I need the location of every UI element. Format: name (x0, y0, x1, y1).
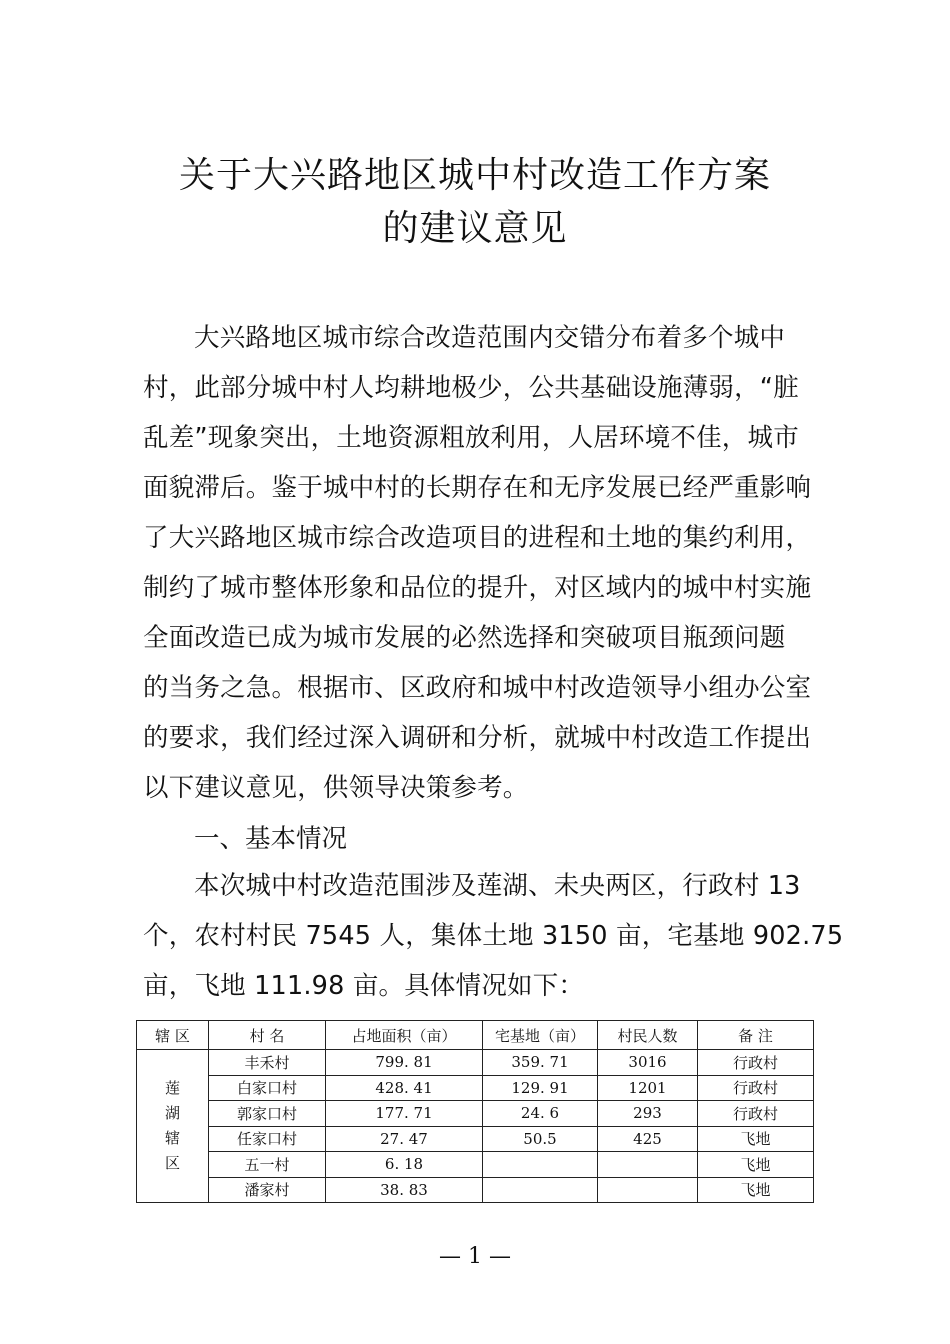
region-char: 辖 (164, 1129, 180, 1147)
cell-village: 任家口村 (209, 1126, 326, 1152)
cell-remarks: 行政村 (698, 1075, 814, 1101)
cell-area: 799. 81 (326, 1050, 483, 1076)
cell-area: 38. 83 (326, 1177, 483, 1203)
table-header-row (137, 1021, 814, 1050)
paragraph-line: 全面改造已成为城市发展的必然选择和突破项目瓶颈问题 (143, 623, 786, 653)
region-char: 湖 (164, 1104, 180, 1122)
document-title-line-2: 的建议意见 (382, 208, 568, 249)
cell-population: 293 (598, 1101, 698, 1127)
region-cell (137, 1050, 209, 1203)
cell-village: 潘家村 (209, 1177, 326, 1203)
cell-homestead: 129. 91 (483, 1075, 598, 1101)
cell-village: 郭家口村 (209, 1101, 326, 1127)
cell-homestead (483, 1177, 598, 1203)
header-population: 村民人数 (598, 1021, 698, 1050)
cell-village: 丰禾村 (209, 1050, 326, 1076)
basic-info-paragraph (143, 861, 843, 1011)
header-village-name: 村 名 (209, 1021, 326, 1050)
header-homestead: 宅基地（亩） (483, 1021, 598, 1050)
cell-population: 425 (598, 1126, 698, 1152)
paragraph-line: 了大兴路地区城市综合改造项目的进程和土地的集约利用， (143, 523, 812, 553)
header-land-area: 占地面积（亩） (326, 1021, 483, 1050)
cell-remarks: 飞地 (698, 1126, 814, 1152)
paragraph-line: 制约了城市整体形象和品位的提升，对区域内的城中村实施 (143, 573, 812, 603)
cell-village: 五一村 (209, 1152, 326, 1178)
table-row (137, 1075, 814, 1101)
cell-remarks: 行政村 (698, 1101, 814, 1127)
region-char: 莲 (164, 1079, 180, 1097)
header-region: 辖 区 (137, 1021, 209, 1050)
section-heading: 一、基本情况 (194, 824, 348, 854)
cell-population: 3016 (598, 1050, 698, 1076)
document-title-line-1: 关于大兴路地区城中村改造工作方案 (178, 155, 771, 196)
cell-population (598, 1177, 698, 1203)
paragraph-line: 村，此部分城中村人均耕地极少，公共基础设施薄弱，“脏 (143, 373, 799, 403)
cell-homestead: 359. 71 (483, 1050, 598, 1076)
cell-homestead (483, 1152, 598, 1178)
cell-remarks: 飞地 (698, 1152, 814, 1178)
paragraph-line: 的要求，我们经过深入调研和分析，就城中村改造工作提出 (143, 723, 812, 753)
paragraph-line: 以下建议意见，供领导决策参考。 (143, 773, 529, 803)
cell-area: 177. 71 (326, 1101, 483, 1127)
cell-area: 6. 18 (326, 1152, 483, 1178)
table-row (137, 1101, 814, 1127)
region-char: 区 (164, 1154, 180, 1172)
cell-area: 428. 41 (326, 1075, 483, 1101)
cell-area: 27. 47 (326, 1126, 483, 1152)
paragraph-line: 乱差”现象突出，土地资源粗放利用，人居环境不佳，城市 (143, 423, 799, 453)
paragraph-line: 大兴路地区城市综合改造范围内交错分布着多个城中 (194, 323, 786, 353)
paragraph-line: 亩，飞地 111.98 亩。具体情况如下： (143, 971, 585, 1001)
table-row (137, 1050, 814, 1076)
page-number: — 1 — (439, 1244, 511, 1269)
table-row (137, 1126, 814, 1152)
table-row (137, 1177, 814, 1203)
paragraph-line: 个，农村村民 7545 人，集体土地 3150 亩，宅基地 902.75 (143, 921, 844, 951)
header-remarks: 备 注 (698, 1021, 814, 1050)
cell-homestead: 50.5 (483, 1126, 598, 1152)
paragraph-line: 本次城中村改造范围涉及莲湖、未央两区，行政村 13 (194, 871, 801, 901)
cell-village: 白家口村 (209, 1075, 326, 1101)
cell-population: 1201 (598, 1075, 698, 1101)
paragraph-line: 的当务之急。根据市、区政府和城中村改造领导小组办公室 (143, 673, 812, 703)
cell-population (598, 1152, 698, 1178)
cell-remarks: 飞地 (698, 1177, 814, 1203)
cell-remarks: 行政村 (698, 1050, 814, 1076)
cell-homestead: 24. 6 (483, 1101, 598, 1127)
paragraph-line: 面貌滞后。鉴于城中村的长期存在和无序发展已经严重影响 (143, 473, 812, 503)
intro-paragraph (143, 313, 843, 813)
table-row (137, 1152, 814, 1178)
village-data-table (136, 1020, 814, 1203)
